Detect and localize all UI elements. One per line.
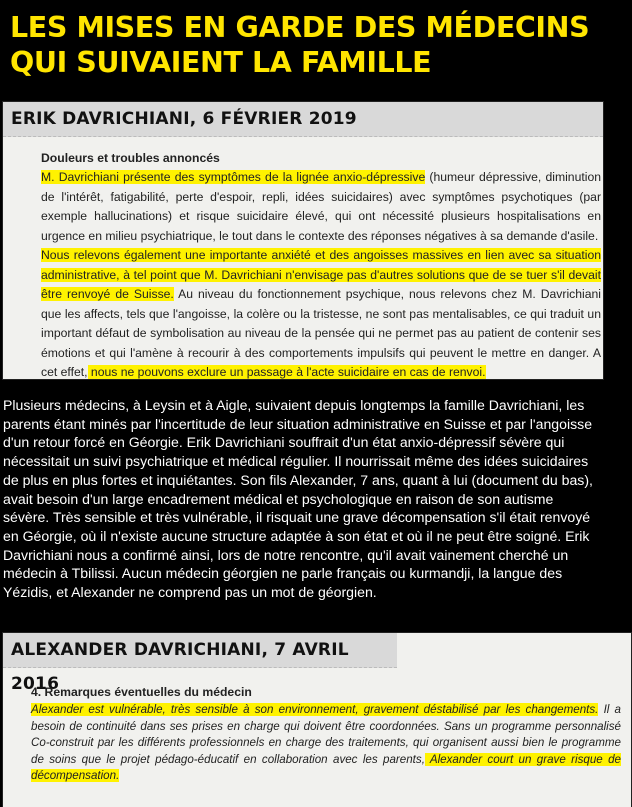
headline [10, 10, 625, 80]
plain-text: Au niveau du fonctionnement psychique, nous relevons chez M. Davrichiani que les affects, tels que l'angoisse, la colère ou la tristesse, ne sont pas mentalisables, ce qui traduit un important défaut de symbolisation au niveau de la pensée qui ne permet pas au patient de contenir ses émotions et qui l'amène à recourir à des comportements impulsifs qui peuvent le mettre en danger. A cet effet, [41, 287, 601, 379]
body-line: d'un retour forcé en Géorgie. Erik Davrichiani souffrait d'un état anxio-dépressif sévère qui [3, 434, 565, 451]
body-line: Davrichiani nous a confirmé ainsi, lors de notre rencontre, qu'il avait vainement cherché un [3, 546, 569, 563]
body-line: médecin à Tbilissi. Aucun médecin géorgien ne parle français ou kurmandji, la langue des [3, 565, 563, 582]
scan-paragraph-1 [41, 168, 601, 246]
body-line: nécessitait un suivi psychiatrique et médical régulier. Il nourrissait même des idées suicidaires [3, 453, 589, 470]
plain-text: (humeur dépressive, diminution de l'intérêt, fatigabilité, perte d'espoir, repli, idées suicidaires) avec symptômes psychotiques (par exemple hallucinations) et risque suicidaire élevé, qui ont nécessité plusieurs hospitalisations en urgence en milieu psychiatrique, le tout dans le contexte des réponses négatives à sa demande d'asile. [41, 170, 602, 243]
body-line: Yézidis, et Alexander ne comprend pas un mot de géorgien. [3, 584, 377, 601]
document-excerpt-erik [3, 102, 603, 379]
document-excerpt-alexander [3, 633, 631, 807]
highlight-text: Alexander est vulnérable, très sensible à son environnement, gravement déstabilisé par les changements. [31, 703, 599, 716]
document-scan-text [31, 683, 621, 785]
body-line: sévère. Très sensible et très vulnérable, il risquait une grave décompensation s'il était renvoyé [3, 509, 591, 526]
document-header: ERIK DAVRICHIANI, 6 FÉVRIER 2019 [3, 102, 603, 137]
plain-text: Il a besoin de continuité dans ses prises en charge qui doivent être coordonnées. Sans un programme personnalisé Co-construit par les différents professionnels en charge des traitements, qui organisent aussi bien le programme de soins que le projet pédago-éducatif en collaboration avec les parents, [31, 703, 622, 766]
section-title: 4. Remarques éventuelles du médecin [31, 685, 252, 699]
body-line: Plusieurs médecins, à Leysin et à Aigle, suivaient depuis longtemps la famille Davrichiani, les [3, 397, 585, 413]
body-line: en Géorgie, où il n'existe aucune structure adaptée à son état et où il ne peut être soigné. Erik [3, 527, 590, 544]
highlight-text: Nous relevons également une importante anxiété et des angoisses massives en lien avec sa situation administrative, à tel point que M. Davrichiani n'envisage pas d'autres solutions que de se tuer s'il devait être renvoyé de Suisse. [41, 248, 601, 301]
headline-line-2: QUI SUIVAIENT LA FAMILLE [10, 46, 432, 79]
document-header: ALEXANDER DAVRICHIANI, 7 AVRIL 2016 [3, 633, 397, 668]
body-line: parents étant minés par l'incertitude de leur situation administrative en Suisse et par l'angoisse [3, 415, 593, 432]
headline-line-1: LES MISES EN GARDE DES MÉDECINS [10, 11, 590, 44]
body-line: avait besoin d'un large encadrement médical et psychologique en raison de son autisme [3, 490, 554, 507]
body-line: de plus en plus fortes et inquiétantes. Son fils Alexander, 7 ans, quant à lui (document du bas), [3, 471, 593, 488]
highlight-text: nous ne pouvons exclure un passage à l'acte suicidaire en cas de renvoi. [87, 365, 486, 379]
scan-paragraph [31, 702, 621, 785]
highlight-text: M. Davrichiani présente des symptômes de la lignée anxio-dépressive [41, 170, 426, 184]
scan-paragraph-2 [41, 246, 601, 383]
highlight-text: Alexander court un grave risque de décompensation. [31, 752, 621, 782]
article-body [3, 396, 628, 602]
section-title: Douleurs et troubles annoncés [41, 151, 220, 165]
document-scan-text [41, 149, 601, 383]
